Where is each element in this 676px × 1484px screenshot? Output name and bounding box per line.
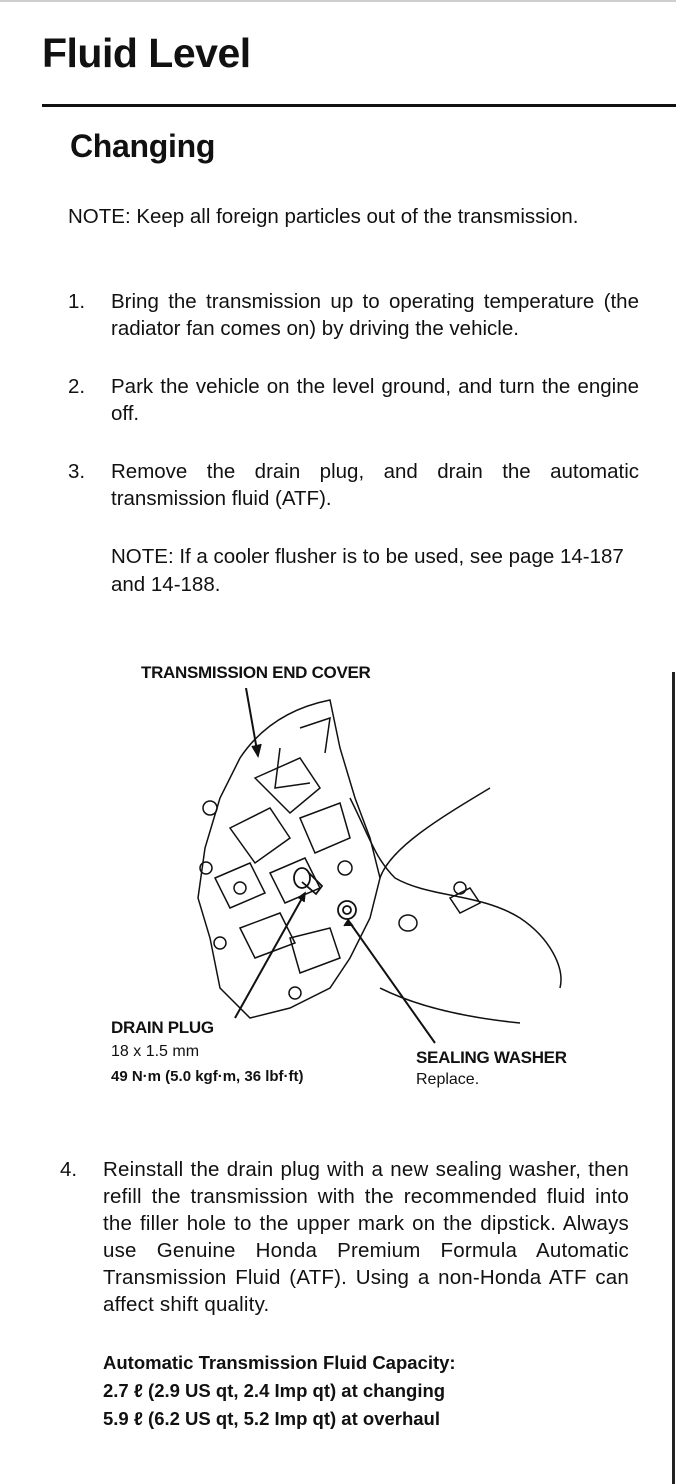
note-cooler-flusher: NOTE: If a cooler flusher is to be used, see page 14-187 and 14-188. <box>111 545 624 596</box>
step-4-number: 4. <box>60 1158 78 1181</box>
right-border <box>672 672 675 1484</box>
capacity-changing: 2.7 ℓ (2.9 US qt, 2.4 Imp qt) at changing <box>103 1380 446 1401</box>
title-rule <box>42 104 676 107</box>
page-title: Fluid Level <box>42 30 251 76</box>
step-1-text: Bring the transmission up to operating temperature (the radiator fan comes on) by driving the vehicle. <box>111 290 639 340</box>
step-2-text: Park the vehicle on the level ground, and turn the engine off. <box>111 375 639 425</box>
capacity-overhaul: 5.9 ℓ (6.2 US qt, 5.2 Imp qt) at overhaul <box>103 1408 440 1429</box>
capacity-heading: Automatic Transmission Fluid Capacity: <box>103 1352 456 1373</box>
drain-plug-size: 18 x 1.5 mm <box>111 1043 200 1060</box>
label-end-cover: TRANSMISSION END COVER <box>141 663 371 682</box>
label-sealing-washer: SEALING WASHER <box>416 1048 567 1067</box>
top-border <box>0 0 676 2</box>
step-1-number: 1. <box>68 290 86 313</box>
washer-instruction: Replace. <box>416 1071 480 1088</box>
label-drain-plug: DRAIN PLUG <box>111 1018 214 1037</box>
step-3-number: 3. <box>68 460 86 483</box>
step-3-text: Remove the drain plug, and drain the automatic transmission fluid (ATF). <box>111 460 639 510</box>
step-2-number: 2. <box>68 375 86 398</box>
transmission-diagram <box>180 688 580 1048</box>
note-foreign-particles: NOTE: Keep all foreign particles out of the transmission. <box>68 205 579 228</box>
drain-plug-torque: 49 N·m (5.0 kgf·m, 36 lbf·ft) <box>111 1068 304 1085</box>
section-title: Changing <box>70 128 216 164</box>
step-4-text: Reinstall the drain plug with a new sealing washer, then refill the transmission with the recommended fluid into the filler hole to the upper mark on the dipstick. Always use Genuine Honda Premium Formula Automatic Transmission Fluid (ATF). Using a non-Honda ATF can affect shift quality. <box>103 1158 629 1316</box>
